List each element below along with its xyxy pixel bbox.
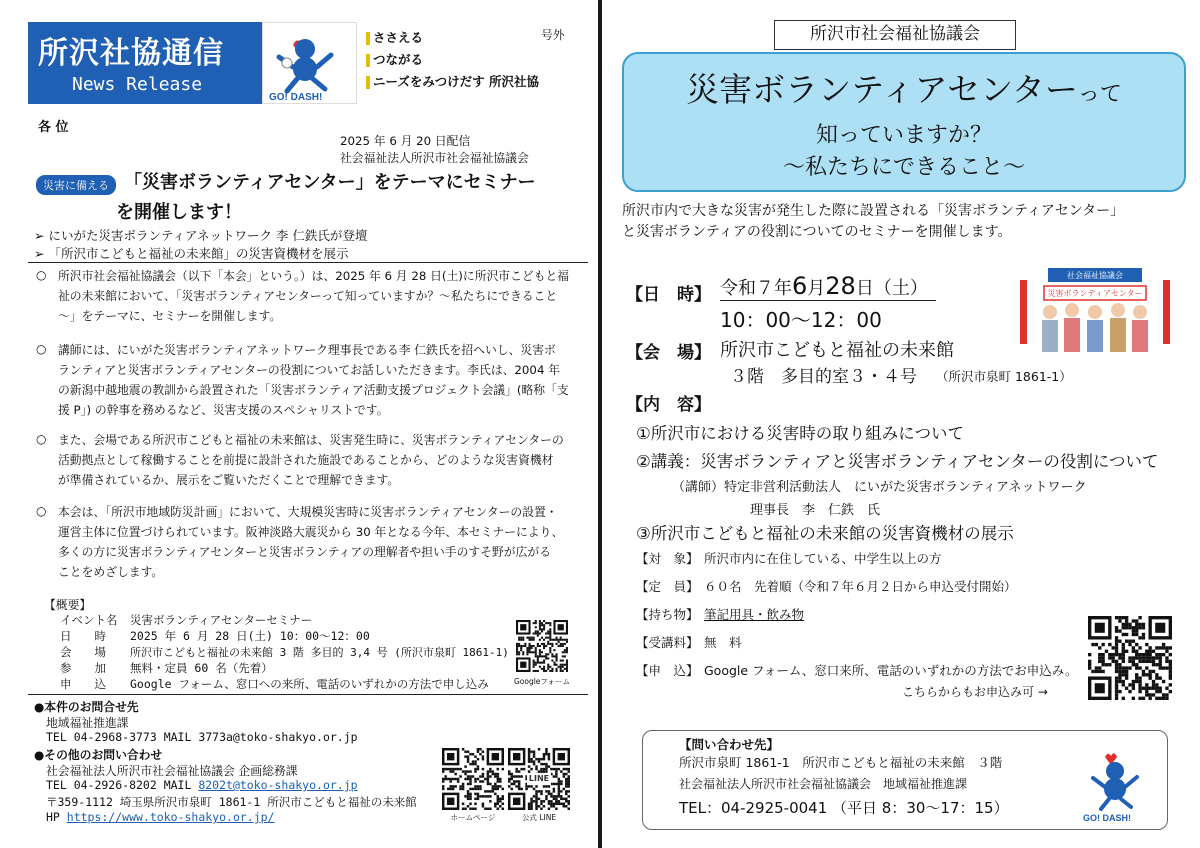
body-paragraph: 本会は、「所沢市地域防災計画」において、大規模災害時に災害ボランティアセンターの設置・ 運営主体に位置づけられています。阪神淡路大震災から 30 年となる今年、本セミナーにより、 多くの方に災害ボランティアセンターと災害ボランティアの理解者や担い手のすそ野が広がる ことをめざします。	[58, 505, 564, 579]
line-logo-text: LINE	[528, 774, 550, 783]
contact-org: 社会福祉法人所沢市社会福祉協議会 地域福祉推進課	[679, 777, 968, 791]
seminar-flyer-page	[602, 0, 1200, 848]
content-label: 【内 容】	[626, 395, 711, 415]
volunteer-illustration	[1020, 262, 1170, 362]
body-paragraph: 所沢市社会福祉協議会（以下「本会」という。）は、2025 年 6 月 28 日(土)に所沢市こどもと福 祉の未来館において、「災害ボランティアセンターって知っていますか？～私たちにできること ～」をテーマに、セミナーを開催します。	[58, 269, 570, 323]
category-tag: 災害に備える	[36, 174, 116, 195]
flyer-title-line2: 知っていますか？	[815, 123, 992, 148]
intro-text: と災害ボランティアの役割についてのセミナーを開催します。	[622, 224, 1012, 240]
venue-address: （所沢市泉町 1861-1）	[936, 369, 1072, 384]
flyer-subtitle: ～私たちにできること～	[782, 155, 1025, 180]
detail-row: 【申 込】 Google フォーム、窓口来所、電話のいずれかの方法でお申込み。	[636, 663, 1078, 678]
headline: 「災害ボランティアセンター」をテーマにセミナー	[124, 172, 536, 193]
mascot-icon	[1079, 745, 1159, 825]
masthead-title: 所沢社協通信	[38, 36, 224, 71]
divider-line	[28, 694, 588, 695]
content-item: ②講義：災害ボランティアと災害ボランティアセンターの役割について	[636, 452, 1159, 471]
slogan-line: ささえる	[366, 28, 423, 46]
contact-box	[642, 730, 1168, 830]
go-dash-logo	[1079, 745, 1159, 825]
slogan-line: ニーズをみつけだす 所沢社協	[366, 72, 539, 90]
overview-row: イベント名 災害ボランティアセンターセミナー	[60, 613, 313, 627]
detail-row: 【持ち物】 筆記用具・飲み物	[636, 607, 805, 622]
venue-room: ３階 多目的室３・４号	[730, 367, 917, 387]
organizer-label: 所沢市社会福祉協議会	[774, 20, 1016, 50]
qr-code-homepage[interactable]	[442, 748, 504, 810]
overview-row: 申 込 Google フォーム、窓口への来所、電話のいずれかの方法で申し込み	[60, 677, 489, 691]
apply-note: こちらからもお申込み可 →	[902, 685, 1048, 699]
divider-line	[28, 262, 588, 263]
qr-caption: 公式 LINE	[521, 813, 557, 822]
logo-text: GO! DASH!	[269, 92, 323, 103]
body-paragraph: 講師には、にいがた災害ボランティアネットワーク理事長である李 仁鉄氏を招へいし、災害ボ ランティアと災害ボランティアセンターの役割についてお話しいただきます。李氏は、2004 年 の新潟中越地震の教訓から設置された「災害ボランティア活動支援プロジェクト会議」(略称「支 援 P」) の幹事を務めるなど、災害支援のスペシャリストです。	[58, 343, 569, 417]
sign-text: 災害ボランティアセンター	[1047, 289, 1143, 298]
qr-caption: Googleフォーム	[513, 677, 571, 686]
release-date: 2025 年 6 月 20 日配信	[340, 134, 471, 148]
contact-address: 所沢市泉町 1861-1 所沢市こどもと福祉の未来館 ３階	[679, 755, 1003, 770]
content-item: ①所沢市における災害時の取り組みについて	[636, 424, 964, 443]
detail-row: 【対 象】 所沢市内に在住している、中学生以上の方	[636, 551, 942, 566]
contact-tel: TEL：04-2925-0041 （平日 8：30～17：15）	[679, 799, 1009, 817]
mail-link[interactable]: 8202t@toko-shakyo.or.jp	[198, 778, 358, 792]
contact-org: 社会福祉法人所沢市社会福祉協議会 企画総務課	[46, 764, 298, 778]
venue-label: 【会 場】	[626, 343, 711, 363]
contact-address: 〒359-1112 埼玉県所沢市泉町 1861-1 所沢市こどもと福祉の未来館	[46, 795, 417, 809]
masthead	[28, 22, 262, 104]
detail-row: 【受講料】 無 料	[636, 635, 742, 650]
release-org: 社会福祉法人所沢市社会福祉協議会	[340, 151, 529, 165]
bullet-item: ➢ にいがた災害ボランティアネットワーク 李 仁鉄氏が登壇	[34, 228, 368, 243]
contact-hp: HP https://www.toko-shakyo.or.jp/	[46, 810, 275, 824]
contact-dept: 地域福祉推進課	[46, 716, 129, 730]
contact-heading: 【問い合わせ先】	[679, 737, 780, 752]
flyer-title: 災害ボランティアセンターって	[686, 70, 1122, 109]
bullet-circle: ○	[36, 504, 47, 518]
qr-code-google-form[interactable]	[516, 620, 568, 672]
datetime-label: 【日 時】	[626, 285, 711, 305]
title-banner	[622, 52, 1186, 192]
bullet-circle: ○	[36, 432, 47, 446]
volunteers-icon	[1020, 262, 1170, 362]
mascot-icon	[263, 23, 356, 103]
issue-label: 号外	[541, 28, 565, 42]
qr-code-line[interactable]	[508, 748, 570, 810]
contact-tel-mail: TEL 04-2968-3773 MAIL 3773a@toko-shakyo.or.jp	[46, 730, 358, 744]
contact-tel: TEL 04-2926-8202 MAIL 8202t@toko-shakyo.or.jp	[46, 778, 358, 792]
overview-row: 会 場 所沢市こどもと福祉の未来館 3 階 多目的 3,4 号 (所沢市泉町 1861-1)	[60, 645, 509, 659]
overview-heading: 【概要】	[44, 598, 92, 612]
intro-text: 所沢市内で大きな災害が発生した際に設置される「災害ボランティアセンター」	[622, 203, 1125, 219]
event-date: 令和７年6月28日（土）	[720, 272, 936, 301]
contact-heading: ●その他のお問い合わせ	[34, 748, 163, 762]
lecturer-name: 理事長 李 仁鉄 氏	[750, 503, 881, 518]
banner-text: 社会福祉協議会	[1067, 271, 1123, 280]
addressee: 各 位	[38, 120, 69, 135]
headline-cont: を開催します！	[116, 202, 242, 223]
bullet-item: ➢ 「所沢市こどもと福祉の未来館」の災害資機材を展示	[34, 246, 349, 261]
body-paragraph: また、会場である所沢市こどもと福祉の未来館は、災害発生時に、災害ボランティアセンターの 活動拠点として稼働することを前提に設計された施設であることから、どのような災害資機材 が準備されているか、展示をご覧いただくことで理解できます。	[58, 433, 564, 487]
overview-row: 日 時 2025 年 6 月 28 日(土) 10：00～12：00	[60, 629, 370, 643]
homepage-link[interactable]: https://www.toko-shakyo.or.jp/	[66, 810, 275, 824]
press-release-page	[0, 0, 598, 848]
bullet-circle: ○	[36, 268, 47, 282]
venue-name: 所沢市こどもと福祉の未来館	[720, 340, 954, 361]
event-time: 10：00～12：00	[720, 308, 882, 332]
go-dash-logo	[262, 22, 357, 104]
masthead-subtitle: News Release	[72, 74, 203, 95]
qr-code-apply[interactable]	[1088, 616, 1172, 700]
contact-heading: ●本件のお問合せ先	[34, 700, 139, 714]
slogan-line: つながる	[366, 50, 423, 68]
overview-row: 参 加 無料・定員 60 名（先着）	[60, 661, 273, 675]
content-item: ③所沢市こどもと福祉の未来館の災害資機材の展示	[636, 524, 1014, 543]
detail-row: 【定 員】 ６０名 先着順（令和７年６月２日から申込受付開始）	[636, 579, 1017, 594]
bullet-circle: ○	[36, 342, 47, 356]
qr-caption: ホームページ	[450, 813, 496, 822]
logo-text: GO! DASH!	[1083, 813, 1131, 823]
lecturer-org: （講師）特定非営利活動法人 にいがた災害ボランティアネットワーク	[672, 480, 1087, 495]
